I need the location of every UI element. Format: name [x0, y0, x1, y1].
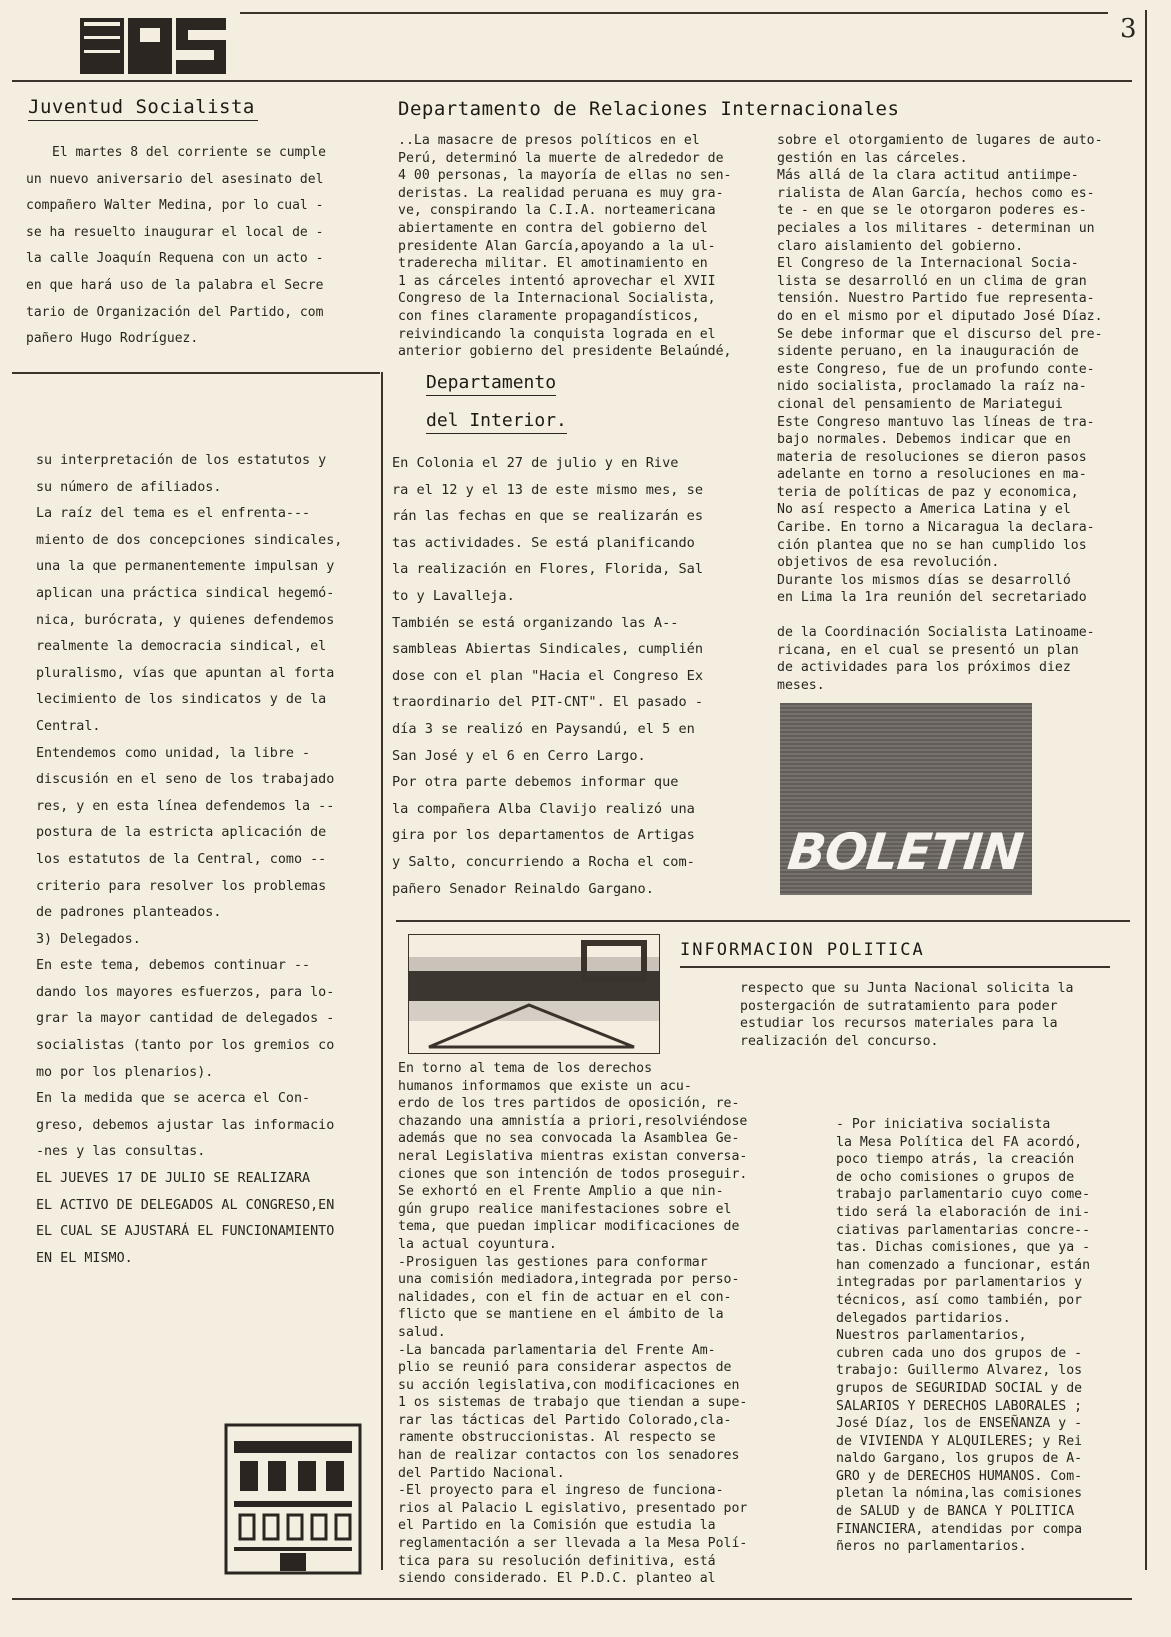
juventud-line: en que hará uso de la palabra el Secre — [26, 277, 324, 293]
juventud-line: un nuevo aniversario del asesinato del — [26, 171, 324, 187]
info-title-rule — [680, 966, 1110, 968]
page-number: 3 — [1120, 14, 1137, 44]
info-left: En torno al tema de los derechos humanos informamos que existe un acu- erdo de los tres partidos de oposición, re- chazando una amnistía a priori,resolviéndose además que no sea convocada la Asamblea Ge- neral Legislativa mientras existan conversa- ciones que son intención de todos proseguir. Se exhortó en el Frente Amplio a que nin- gún grupo realice manifestaciones sobre el tema, que puedan implicar modificaciones de la actual coyuntura. -Prosiguen las gestiones para conformar una comisión mediadora,integrada por perso- nalidades, con el fin de actuar en el con- flicto que se mantiene en el ámbito de la salud. -La bancada parlamentaria del Frente Am- plio se reunió para considerar aspectos de su acción legislativa,con modificaciones en 1 os sistemas de trabajo que tiendan a supe- rar las tácticas del Partido Colorado,cla- ramente obstruccionistas. Al respecto se han de realizar contactos con los senadores del Partido Nacional. -El proyecto para el ingreso de funciona- rios al Palacio L egislativo, presentado por el Partido en la Comisión que estudia la reglamentación a ser llevada a la Mesa Polí- tica para su resolución definitiva, está siendo considerado. El P.D.C. planteo al — [398, 1061, 748, 1587]
sindical-body: su interpretación de los estatutos y su número de afiliados. La raíz del tema es el enfrenta--- miento de dos concepciones sindicales, una la que permanentemente impulsan y aplican una práctica sindical hegemó- nica, burócrata, y quienes defendemos realmente la democracia sindical, el pluralismo, vías que apuntan al forta lecimiento de los sindicatos y de la Central. Entendemos como unidad, la libre - discusión en el seno de los trabajado res, y en esta línea defendemos la -- postura de la estricta aplicación de los estatutos de la Central, como -- criterio para resolver los problemas de padrones planteados. 3) Delegados. En este tema, debemos continuar -- dando los mayores esfuerzos, para lo- grar la mayor cantidad de delegados - socialistas (tanto por los gremios co mo por los plenarios). En la medida que se acerca el Con- greso, debemos ajustar las informacio -nes y las consultas. EL JUEVES 17 DE JULIO SE REALIZARA EL ACTIVO DE DELEGADOS AL CONGRESO,EN EL CUAL SE AJUSTARÁ EL FUNCIONAMIENTO EN EL MISMO. — [36, 453, 343, 1266]
info-top-rule — [396, 920, 1130, 922]
relaciones-title: Departamento de Relaciones Internacionales — [398, 98, 900, 120]
info-title: INFORMACION POLITICA — [680, 940, 925, 960]
left-divider-rule — [12, 372, 380, 374]
interior-body: En Colonia el 27 de julio y en Rive ra el 12 y el 13 de este mismo mes, se rán las fechas en que se realizarán es tas actividades. Se está planificando la realización en Flores, Florida, Sal to y Lavalleja. También se está organizando las A-- sambleas Abiertas Sindicales, cumplién dose con el plan "Hacia el Congreso Ex traordinario del PIT-CNT". El pasado - día 3 se realizó en Paysandú, el 5 en San José y el 6 en Cerro Largo. Por otra parte debemos informar que la compañera Alba Clavijo realizó una gira por los departamentos de Artigas y Salto, concurriendo a Rocha el com- pañero Senador Reinaldo Gargano. — [392, 455, 703, 897]
boletin-label: BOLETIN — [784, 823, 1026, 881]
juventud-line: se ha resuelto inaugurar el local de - — [26, 224, 324, 240]
info-right: - Por iniciativa socialista la Mesa Política del FA acordó, poco tiempo atrás, la creación de ocho comisiones o grupos de trabajo parlamentario cuyo come- tido será la elaboración de ini- ciativas parlamentarias concre-- tas. Dichas comisiones, que ya - han comenzado a funcionar, están integradas por parlamentarios y técnicos, así como también, por delegados partidarios. Nuestros parlamentarios, cubren cada uno dos grupos de - trabajo: Guillermo Alvarez, los grupos de SEGURIDAD SOCIAL y de SALARIOS Y DERECHOS LABORALES ; José Díaz, los de ENSEÑANZA y - de VIVIENDA Y ALQUILERES; y Rei naldo Gargano, los grupos de A- GRO y de DERECHOS HUMANOS. Com- pletan la nómina,las comisiones de SALUD y de BANCA Y POLITICA FINANCIERA, atendidas por compa ñeros no parlamentarios. — [836, 1117, 1091, 1555]
juventud-line: compañero Walter Medina, por lo cual - — [26, 198, 324, 214]
interior-title-line1: Departamento — [426, 372, 556, 396]
col-divider-1 — [381, 372, 383, 1570]
juventud-body — [26, 140, 368, 353]
interior-title-line2: del Interior. — [426, 410, 567, 434]
relaciones-col2a: sobre el otorgamiento de lugares de auto- gestión en las cárceles. Más allá de la clara actitud antiimpe- rialista de Alan García, hechos como es- te - en que se le otorgaron poderes es- peciales a los militares - determinan un claro aislamiento del gobierno. El Congreso de la Internacional Socia- lista se desarrolló en un clima de gran tensión. Nuestro Partido fue representa- do en el mismo por el diputado José Díaz. Se debe informar que el discurso del pre- sidente peruano, en la inauguración de este Congreso, fue de un profundo conte- nido socialista, proclamado la raíz na- cional del pensamiento de Mariategui Este Congreso mantuvo las líneas de tra- bajo normales. Debemos indicar que en materia de resoluciones se dieron pasos adelante en torno a resoluciones en ma- teria de políticas de paz y economica, No así respecto a America Latina y el Caribe. En torno a Nicaragua la declara- ción plantea que no se han cumplido los objetivos de esa revolución. Durante los mismos días se desarrolló en Lima la 1ra reunión del secretariado — [777, 133, 1103, 606]
fa-flag-logo — [408, 934, 660, 1054]
top-rule-upper — [240, 12, 1108, 14]
building-illustration — [224, 1423, 362, 1575]
info-intro: respecto que su Junta Nacional solicita la postergación de sutratamiento para poder estudiar los recursos materiales para la realización del concurso. — [740, 981, 1074, 1049]
juventud-line: pañero Hugo Rodríguez. — [26, 331, 199, 347]
top-rule — [12, 80, 1132, 82]
juventud-title: Juventud Socialista — [28, 96, 258, 121]
relaciones-col2b: de la Coordinación Socialista Latinoame- ricana, en el cual se presentó un plan de actividades para los próximos diez meses. — [777, 625, 1095, 693]
bottom-rule — [12, 1598, 1132, 1600]
juventud-line: tario de Organización del Partido, com — [26, 304, 324, 320]
relaciones-col1: ..La masacre de presos políticos en el Perú, determinó la muerte de alrededor de 4 00 personas, la mayoría de ellas no sen- deristas. La realidad peruana es muy gra- ve, conspirando la C.I.A. norteamericana abiertamente en contra del gobierno del presidente Alan García,apoyando a la ul- traderecha militar. El amotinamiento en 1 as cárceles intentó aprovechar el XVII Congreso de la Internacional Socialista, con fines claramente propagandísticos, reivindicando la conquista lograda en el anterior gobierno del presidente Belaúndé, — [398, 133, 732, 360]
juventud-line: la calle Joaquín Requena con un acto - — [26, 251, 324, 267]
boletin-image — [780, 703, 1032, 895]
ps-logo — [80, 12, 230, 78]
juventud-line: El martes 8 del corriente se cumple — [52, 145, 326, 160]
right-edge-rule — [1145, 10, 1147, 1570]
